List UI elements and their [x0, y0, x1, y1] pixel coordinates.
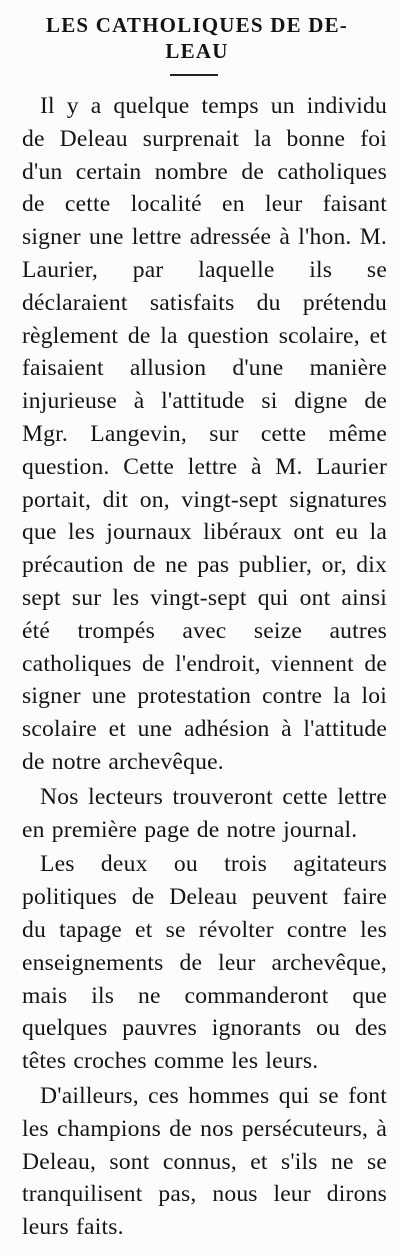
- title-divider-rule: [170, 74, 218, 76]
- article-body: [0, 90, 400, 1244]
- article-title-line-2: LEAU: [165, 39, 229, 63]
- article-title: [0, 0, 400, 64]
- article-title-line-1: LES CATHOLIQUES DE DE-: [46, 13, 348, 37]
- paragraph-3: Les deux ou trois agitateurs politiques de Deleau peuvent faire du tapage et se révolter contre les enseignements de leur archevêque, mais ils ne commanderont que quelques pauvres ignorants ou des têtes croches comme les leurs.: [22, 851, 387, 1075]
- paragraph-4: D'ailleurs, ces hommes qui se font les champions de nos persécuteurs, à Deleau, sont connus, et s'ils ne se tranquilisent pas, nous leur dirons leurs faits.: [22, 1082, 387, 1241]
- paragraph-2: Nos lecteurs trouveront cette lettre en première page de notre journal.: [22, 783, 387, 843]
- paragraph-1: Il y a quelque temps un individu de Deleau surprenait la bonne foi d'un certain nombre de catholiques de cette localité en leur faisant signer une lettre adressée à l'hon. M. Laurier, par laquelle ils se déclaraient satisfaits du prétendu règlement de la question scolaire, et faisaient allusion d'une manière injurieuse à l'attitude si digne de Mgr. Langevin, sur cette même question. Cette lettre à M. Laurier portait, dit on, vingt-sept signatures que les journaux libéraux ont eu la précaution de ne pas publier, or, dix sept sur les vingt-sept qui ont ainsi été trompés avec seize autres catholiques de l'endroit, viennent de signer une protestation contre la loi scolaire et une adhésion à l'attitude de notre archevêque.: [22, 93, 387, 775]
